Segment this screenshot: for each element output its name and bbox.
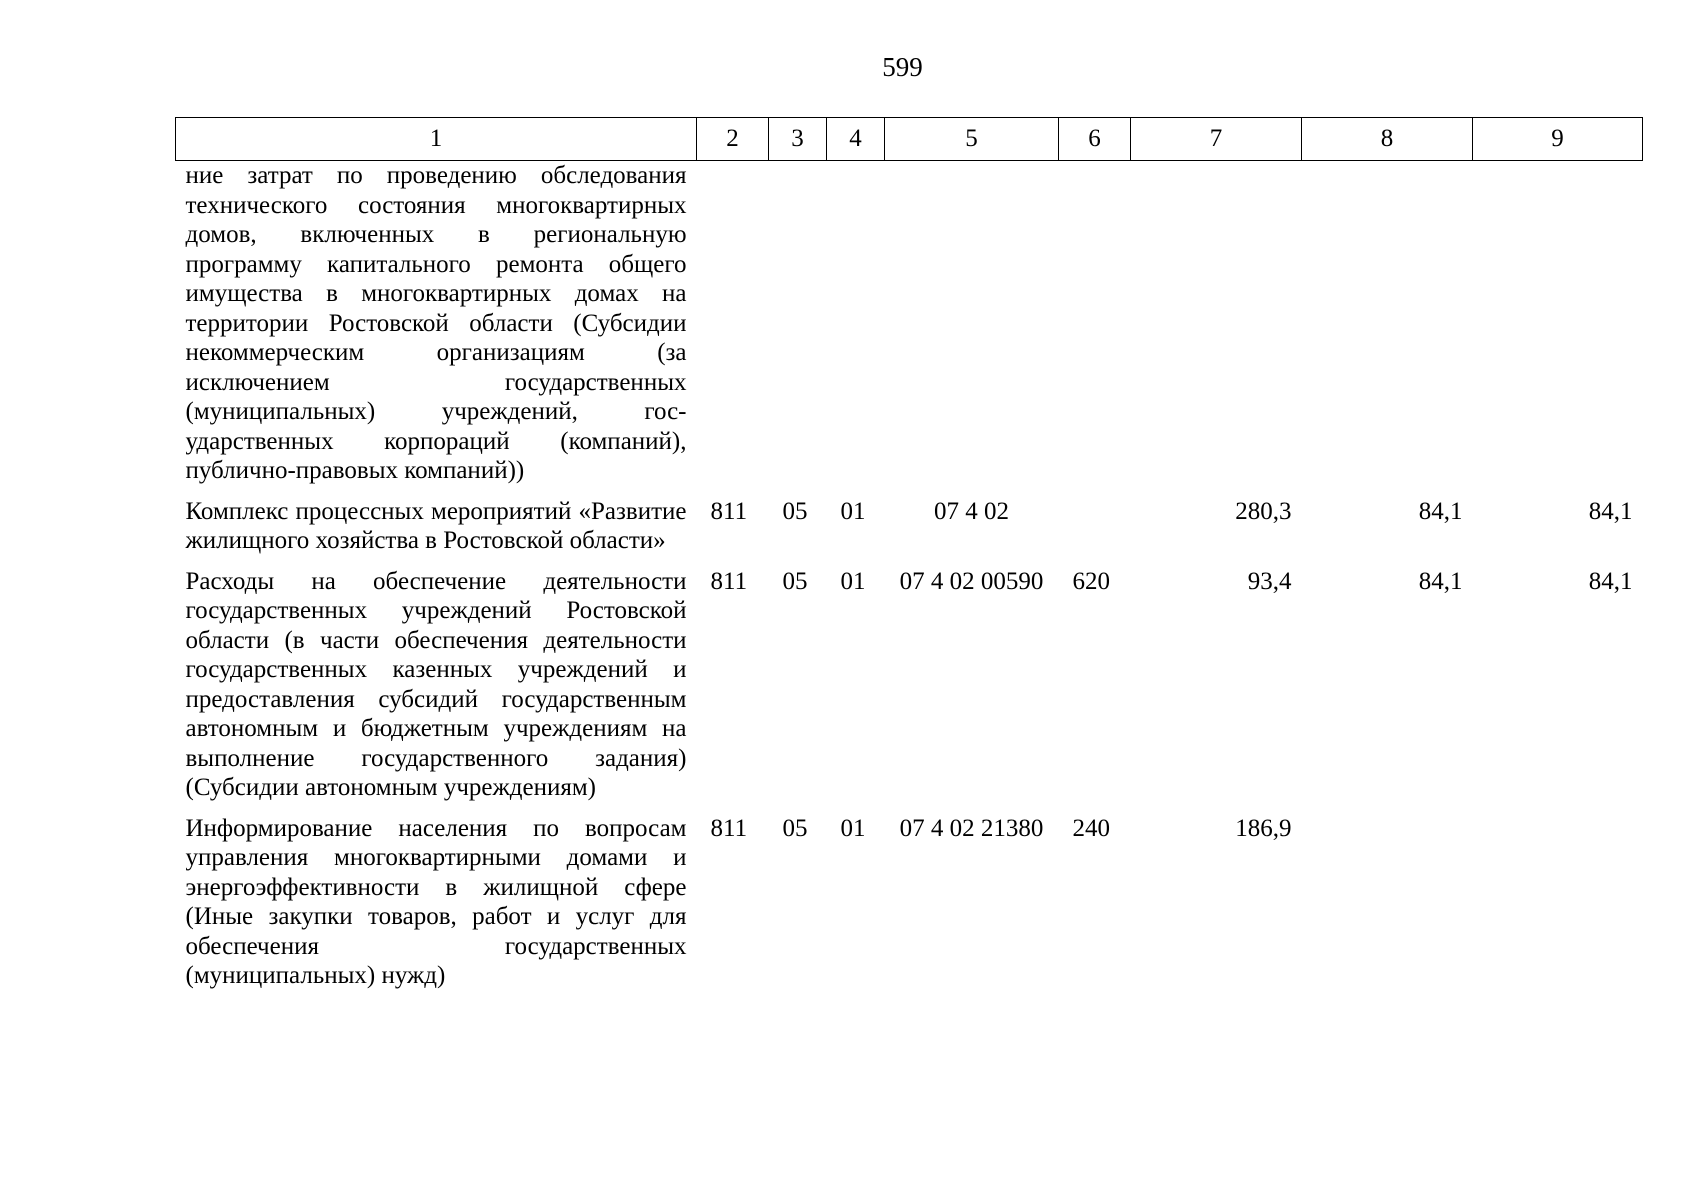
column-header: 8 <box>1302 118 1473 161</box>
table-row <box>176 556 1643 803</box>
column-header: 1 <box>176 118 697 161</box>
cell-amount-col9: 84,1 <box>1588 567 1633 595</box>
column-header: 7 <box>1131 118 1302 161</box>
cell-section: 05 <box>782 497 808 525</box>
cell-amount-col7 <box>1131 161 1302 486</box>
column-header: 9 <box>1473 118 1643 161</box>
row-description: Информирование населения по вопросам управления многоквартирными домами и энергоэффективности в жилищной сфере (Иные закупки товаров, работ и услуг для обеспечения государственных (муниципальных) нужд) <box>185 814 687 989</box>
table-row <box>176 161 1643 486</box>
cell-amount-col8: 84,1 <box>1418 567 1463 595</box>
column-header: 5 <box>885 118 1059 161</box>
table-row <box>176 803 1643 991</box>
cell-amount-col8: 84,1 <box>1418 497 1463 525</box>
column-header: 2 <box>697 118 769 161</box>
cell-target-article: 07 4 02 00590 <box>899 567 1044 595</box>
cell-expense-type <box>1059 161 1131 486</box>
budget-table <box>175 117 1643 991</box>
row-description: ние затрат по проведению обследования технического состояния многоквартирных домов, включенных в региональную программу капитального ремонта общего имущества в многоквартирных домах на территории Ростовской области (Субсидии некоммерческим организациям (за исключением государственных (муниципальных) учреждений, государственных корпораций (компаний), публично-правовых компаний)) <box>185 162 687 484</box>
cell-target-article: 07 4 02 <box>934 497 1009 525</box>
cell-amount-col9 <box>1473 803 1643 991</box>
column-header: 4 <box>827 118 885 161</box>
column-header: 3 <box>769 118 827 161</box>
cell-amount-col7: 93,4 <box>1247 567 1292 595</box>
cell-amount-col7: 280,3 <box>1235 497 1292 525</box>
cell-ministry-code: 811 <box>710 814 748 842</box>
cell-expense-type: 240 <box>1072 814 1110 842</box>
cell-amount-col8 <box>1302 803 1473 991</box>
table-row <box>176 486 1643 556</box>
row-description: Расходы на обеспечение деятельности государственных учреждений Ростовской области (в части обеспечения деятельности государственных казенных учреждений и предоставления субсидий государственным автономным и бюджетным учреждениям на выполнение государственного задания) (Субсидии автономным учреждениям) <box>185 567 687 801</box>
cell-ministry-code <box>697 161 769 486</box>
cell-amount-col8 <box>1302 161 1473 486</box>
cell-expense-type: 620 <box>1072 567 1110 595</box>
cell-section: 05 <box>782 567 808 595</box>
cell-section: 05 <box>782 814 808 842</box>
column-header: 6 <box>1059 118 1131 161</box>
cell-ministry-code: 811 <box>710 567 748 595</box>
header-row <box>176 118 1643 161</box>
cell-subsection <box>827 161 885 486</box>
row-description: Комплекс процессных мероприятий «Развитие жилищного хозяйства в Ростовской области» <box>185 497 687 554</box>
page-number: 599 <box>882 52 923 82</box>
cell-subsection: 01 <box>840 567 866 595</box>
cell-ministry-code: 811 <box>710 497 748 525</box>
cell-section <box>769 161 827 486</box>
cell-amount-col9 <box>1473 161 1643 486</box>
cell-amount-col9: 84,1 <box>1588 497 1633 525</box>
cell-target-article: 07 4 02 21380 <box>899 814 1044 842</box>
cell-subsection: 01 <box>840 814 866 842</box>
cell-amount-col7: 186,9 <box>1235 814 1292 842</box>
cell-target-article <box>885 161 1059 486</box>
cell-expense-type <box>1059 486 1131 556</box>
cell-subsection: 01 <box>840 497 866 525</box>
